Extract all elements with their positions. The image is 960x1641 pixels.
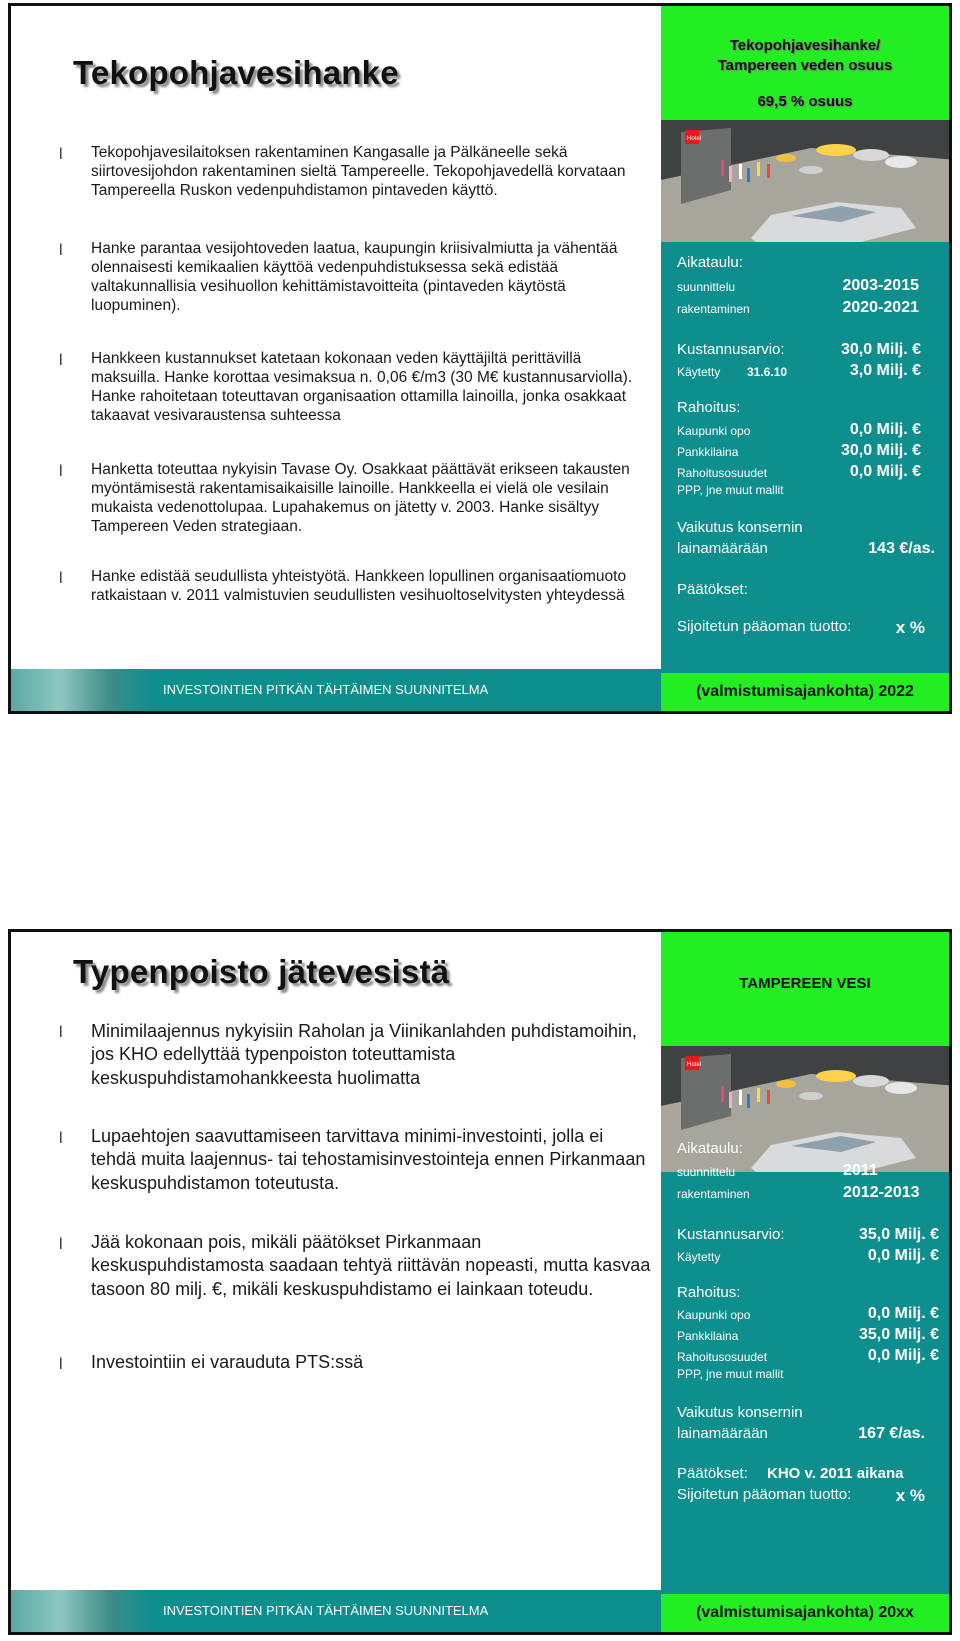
kustannusarvio-value: 30,0 Milj. € [840, 341, 921, 358]
suunnittelu-value: 2003-2015 [842, 277, 919, 294]
kustannusarvio-value: 35,0 Milj. € [858, 1226, 939, 1243]
paatokset-label: Päätökset: [677, 1465, 748, 1482]
street-photo [661, 120, 949, 242]
bullet-marker: l [59, 242, 63, 259]
bullet-text: Lupaehtojen saavuttamiseen tarvittava minimi-investointi, jolla ei tehdä muita laajennus- tai tehostamisinvestointeja ennen Pirkanmaan keskuspuhdistamon toteutusta. [91, 1126, 646, 1193]
hotel-sign-text: Hotel [687, 136, 702, 142]
bullet-text: Hanketta toteuttaa nykyisin Tavase Oy. Osakkaat päättävät erikseen takausten myöntämisestä rakentamisaikaisille lainoille. Hankkeella ei vielä ole vesilain mukaista vedenottolupaa. Lupahakemus on jätetty v. 2003. Hanke sisältyy Tampereen Veden strategiaan. [91, 461, 630, 535]
vaikutus-label-line1: Vaikutus konsernin [677, 1404, 803, 1421]
kustannusarvio-label: Kustannusarvio: [677, 341, 785, 358]
bullet-marker: l [59, 463, 63, 480]
bullet-marker: l [59, 352, 63, 369]
rahoitusosuudet-value: 0,0 Milj. € [849, 463, 921, 480]
bullet-marker: l [59, 1356, 63, 1373]
kaytetty-label: Käytetty [677, 1250, 721, 1264]
pankki-label: Pankkilaina [677, 1329, 739, 1343]
info-panel [661, 932, 949, 1632]
suunnittelu-label: suunnittelu [677, 1165, 736, 1179]
sijoitetun-label: Sijoitetun pääoman tuotto: [677, 1486, 852, 1503]
vaikutus-label-line1: Vaikutus konsernin [677, 519, 803, 536]
bullet-text: Minimilaajennus nykyisiin Raholan ja Viinikanlahden puhdistamoihin, jos KHO edellyttää typenpoiston toteuttamista keskuspuhdistamohankkeesta huolimatta [91, 1021, 637, 1088]
footer-text: INVESTOINTIEN PITKÄN TÄHTÄIMEN SUUNNITELMA [163, 682, 489, 697]
ppp-label: PPP, jne muut mallit [677, 1367, 784, 1381]
footer-image-strip [11, 1590, 151, 1632]
bullet-marker: l [59, 1236, 63, 1253]
kaytetty-value: 0,0 Milj. € [867, 1247, 939, 1264]
kaupunki-label: Kaupunki opo [677, 424, 751, 438]
paatokset-label: Päätökset: [677, 581, 748, 598]
pankki-value: 30,0 Milj. € [840, 442, 921, 459]
street-illustration [661, 120, 949, 242]
slide-title: Tekopohjavesihanke [73, 54, 399, 91]
vaikutus-value: 167 €/as. [858, 1425, 925, 1442]
rahoitus-label: Rahoitus: [677, 1284, 741, 1301]
rakentaminen-value: 2020-2021 [842, 299, 919, 316]
info-panel [661, 6, 949, 711]
slide-title: Typenpoisto jätevesistä [73, 953, 450, 990]
pankki-label: Pankkilaina [677, 445, 739, 459]
slide-content [11, 6, 659, 669]
rakentaminen-label: rakentaminen [677, 302, 750, 316]
kaupunki-label: Kaupunki opo [677, 1308, 751, 1322]
kaupunki-value: 0,0 Milj. € [849, 421, 921, 438]
bullet-text: Tekopohjavesilaitoksen rakentaminen Kangasalle ja Pälkäneelle sekä siirtovesijohdon rakentaminen sieltä Tampereelle. Tekopohjavedellä korvataan Tampereella Ruskon vedenpuhdistamon pintaveden käyttö. [91, 144, 626, 199]
rahoitus-label: Rahoitus: [677, 399, 741, 416]
rahoitusosuudet-value: 0,0 Milj. € [867, 1347, 939, 1364]
rakentaminen-value: 2012-2013 [843, 1184, 920, 1201]
rahoitusosuudet-label: Rahoitusosuudet [677, 1350, 768, 1364]
sijoitetun-value: x % [895, 618, 925, 637]
vaikutus-label-line2: lainamäärään [677, 1425, 768, 1442]
ppp-label: PPP, jne muut mallit [677, 483, 784, 497]
bullet-text: Hanke edistää seudullista yhteistyötä. Hankkeen lopullinen organisaatiomuoto ratkaistaan v. 2011 valmistuvien seudullisten vesihuoltoselvitysten yhteydessä [91, 568, 627, 604]
completion-date: (valmistumisajankohta) 2022 [661, 673, 949, 711]
kustannusarvio-label: Kustannusarvio: [677, 1226, 785, 1243]
footer-text: INVESTOINTIEN PITKÄN TÄHTÄIMEN SUUNNITELMA [163, 1603, 489, 1618]
footer-image-strip [11, 669, 151, 711]
bullet-text: Jää kokonaan pois, mikäli päätökset Pirkanmaan keskuspuhdistamosta saadaan tehtyä riittävän nopeasti, mutta kasvaa tasoon 80 milj. €, mikäli keskuspuhdistamo ei lainkaan toteudu. [91, 1232, 651, 1299]
slide-tekopohjavesihanke [8, 3, 952, 714]
vaikutus-value: 143 €/as. [868, 540, 935, 557]
sijoitetun-label: Sijoitetun pääoman tuotto: [677, 618, 852, 635]
slide-typenpoisto [8, 929, 952, 1635]
panel-header [661, 932, 949, 1046]
slide-footer [11, 1590, 661, 1632]
pankki-value: 35,0 Milj. € [858, 1326, 939, 1343]
suunnittelu-value: 2011 [843, 1162, 878, 1179]
vaikutus-label-line2: lainamäärään [677, 540, 768, 557]
bullet-marker: l [59, 1024, 63, 1041]
panel-header-line2: Tampereen veden osuus [717, 57, 893, 74]
aikataulu-label: Aikataulu: [677, 1140, 743, 1157]
hotel-sign-text: Hotel [687, 1062, 702, 1068]
suunnittelu-label: suunnittelu [677, 280, 736, 294]
kaytetty-value: 3,0 Milj. € [849, 362, 921, 379]
bullet-marker: l [59, 570, 63, 587]
bullet-text: Hankkeen kustannukset katetaan kokonaan veden käyttäjiltä perittävillä maksuilla. Hanke korottaa vesimaksua n. 0,06 €/m3 (30 M€ kustannusarviolla). Hanke rahoitetaan toteuttavan organisaation ottamilla lainoilla, jonka osakkaat takaavat vesivaraustensa suhteessa [91, 350, 633, 424]
slide-content [11, 932, 659, 1590]
rakentaminen-label: rakentaminen [677, 1187, 750, 1201]
slide-footer [11, 669, 661, 711]
panel-header-line1: Tekopohjavesihanke/ [729, 37, 881, 54]
kaytetty-label: Käytetty [677, 365, 721, 379]
rahoitusosuudet-label: Rahoitusosuudet [677, 466, 768, 480]
kaupunki-value: 0,0 Milj. € [867, 1305, 939, 1322]
panel-header-line1: TAMPEREEN VESI [739, 975, 871, 992]
bullet-text: Investointiin ei varauduta PTS:ssä [91, 1352, 364, 1372]
kaytetty-date: 31.6.10 [747, 365, 788, 379]
panel-header [661, 6, 949, 120]
sijoitetun-value: x % [895, 1486, 925, 1505]
bullet-marker: l [59, 146, 63, 163]
completion-date: (valmistumisajankohta) 20xx [661, 1594, 949, 1632]
panel-header-line3: 69,5 % osuus [757, 93, 853, 110]
paatokset-value: KHO v. 2011 aikana [767, 1465, 904, 1482]
bullet-text: Hanke parantaa vesijohtoveden laatua, kaupungin kriisivalmiutta ja vähentää olennaisesti kemikaalien käyttöä vedenpuhdistuksessa sekä edistää valtakunnallisia vesihuollon kehittämistavoitteita (pintaveden käytöstä luopuminen). [91, 240, 618, 314]
aikataulu-label: Aikataulu: [677, 254, 743, 271]
bullet-marker: l [59, 1130, 63, 1147]
